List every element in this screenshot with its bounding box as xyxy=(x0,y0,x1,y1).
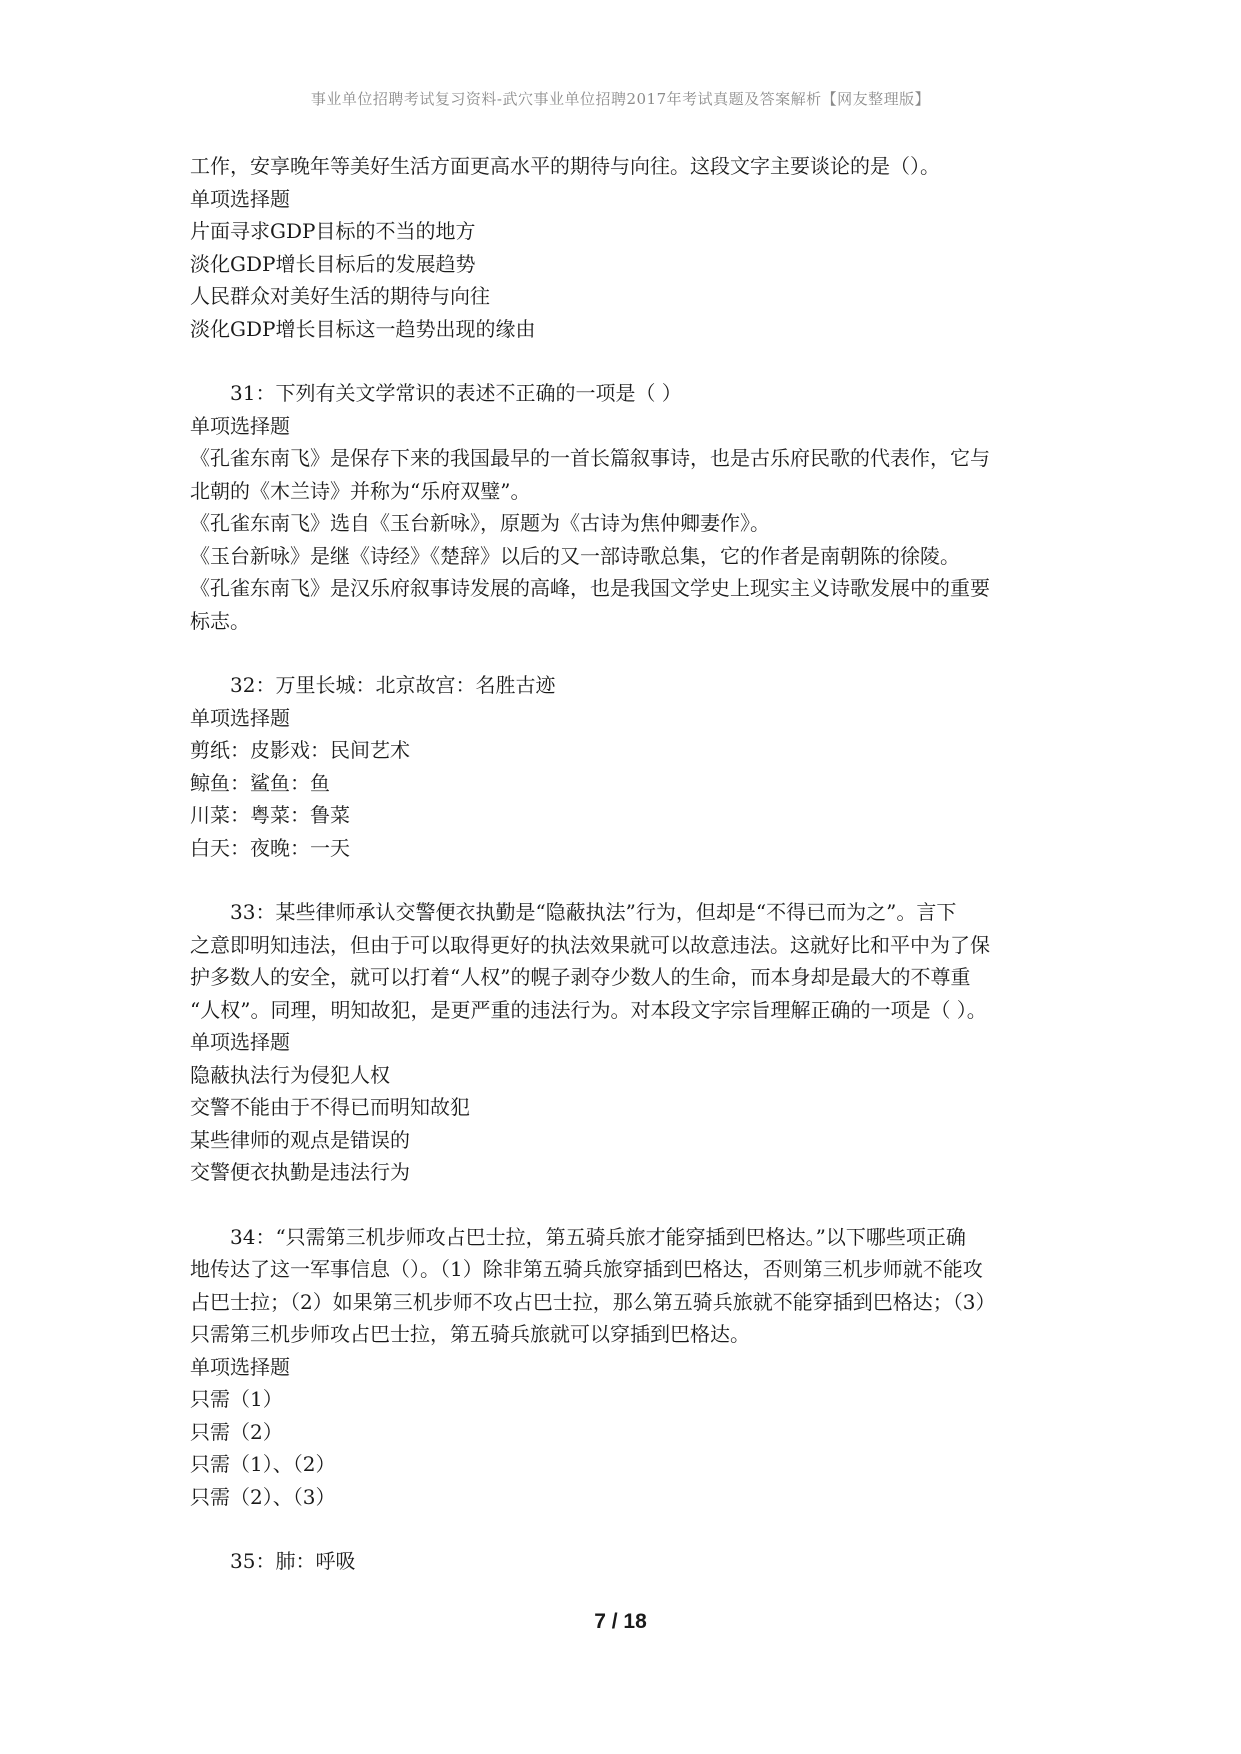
question-33 xyxy=(190,896,1070,1189)
question-stem-line-1: 34：“只需第三机步师攻占巴士拉，第五骑兵旅才能穿插到巴格达。”以下哪些项正确 xyxy=(230,1224,966,1249)
option-c: 川菜：粤菜：鲁菜 xyxy=(190,803,350,827)
page-number: 7 / 18 xyxy=(594,1610,647,1633)
question-type: 单项选择题 xyxy=(190,705,290,730)
option-a-line-2: 北朝的《木兰诗》并称为“乐府双璧”。 xyxy=(190,478,531,503)
question-stem: 32：万里长城：北京故宫：名胜古迹 xyxy=(230,673,556,697)
question-stem-tail: 工作，安享晚年等美好生活方面更高水平的期待与向往。这段文字主要谈论的是（）。 xyxy=(190,154,940,178)
option-b: 鲸鱼：鲨鱼：鱼 xyxy=(190,770,330,795)
option-c: 某些律师的观点是错误的 xyxy=(190,1127,410,1152)
question-stem-line-3: 占巴士拉；（2）如果第三机步师不攻占巴士拉，那么第五骑兵旅就不能穿插到巴格达；（3） xyxy=(190,1289,996,1314)
option-c: 《玉台新咏》是继《诗经》《楚辞》以后的又一部诗歌总集，它的作者是南朝陈的徐陵。 xyxy=(190,543,960,568)
question-type: 单项选择题 xyxy=(190,1354,290,1379)
option-c: 只需（1）、（2） xyxy=(190,1452,336,1476)
option-a: 隐蔽执法行为侵犯人权 xyxy=(190,1062,390,1087)
option-d: 白天：夜晚：一天 xyxy=(190,835,350,860)
question-type: 单项选择题 xyxy=(190,186,290,211)
option-c: 人民群众对美好生活的期待与向往 xyxy=(190,284,490,308)
page-body xyxy=(190,150,1070,1610)
question-34 xyxy=(190,1221,1070,1514)
option-d: 淡化GDP增长目标这一趋势出现的缘由 xyxy=(190,316,536,341)
question-stem-line-4: “人权”。同理，明知故犯，是更严重的违法行为。对本段文字宗旨理解正确的一项是（ ）。 xyxy=(190,997,987,1022)
option-d-line-1: 《孔雀东南飞》是汉乐府叙事诗发展的高峰，也是我国文学史上现实主义诗歌发展中的重要 xyxy=(190,576,990,600)
option-b: 《孔雀东南飞》选自《玉台新咏》，原题为《古诗为焦仲卿妻作》。 xyxy=(190,511,770,535)
question-stem-line-2: 之意即明知违法，但由于可以取得更好的执法效果就可以故意违法。这就好比和平中为了保 xyxy=(190,932,990,957)
option-a: 片面寻求GDP目标的不当的地方 xyxy=(190,219,476,243)
option-a: 只需（1） xyxy=(190,1387,283,1411)
question-32 xyxy=(190,669,1070,864)
question-stem-line-1: 33：某些律师承认交警便衣执勤是“隐蔽执法”行为，但却是“不得已而为之”。言下 xyxy=(230,900,957,924)
running-header: 事业单位招聘考试复习资料-武穴事业单位招聘2017年考试真题及答案解析【网友整理版】 xyxy=(310,90,931,108)
question-stem-line-3: 护多数人的安全，就可以打着“人权”的幌子剥夺少数人的生命，而本身却是最大的不尊重 xyxy=(190,965,971,989)
question-stem: 35：肺：呼吸 xyxy=(230,1549,356,1573)
option-d: 只需（2）、（3） xyxy=(190,1484,336,1509)
question-31 xyxy=(190,377,1070,637)
option-b: 淡化GDP增长目标后的发展趋势 xyxy=(190,251,476,276)
question-stem: 31：下列有关文学常识的表述不正确的一项是（ ） xyxy=(230,381,682,405)
option-d-line-2: 标志。 xyxy=(190,608,250,633)
question-type: 单项选择题 xyxy=(190,1030,290,1054)
question-30-continuation xyxy=(190,150,1070,345)
option-b: 交警不能由于不得已而明知故犯 xyxy=(190,1095,470,1119)
question-stem-line-4: 只需第三机步师攻占巴士拉，第五骑兵旅就可以穿插到巴格达。 xyxy=(190,1322,750,1346)
question-type: 单项选择题 xyxy=(190,413,290,438)
option-a-line-1: 《孔雀东南飞》是保存下来的我国最早的一首长篇叙事诗，也是古乐府民歌的代表作，它与 xyxy=(190,446,990,470)
question-stem-line-2: 地传达了这一军事信息（）。（1）除非第五骑兵旅穿插到巴格达，否则第三机步师就不能攻 xyxy=(190,1257,983,1281)
option-b: 只需（2） xyxy=(190,1419,283,1444)
option-a: 剪纸：皮影戏：民间艺术 xyxy=(190,738,410,762)
question-35 xyxy=(190,1545,1070,1578)
option-d: 交警便衣执勤是违法行为 xyxy=(190,1160,410,1184)
